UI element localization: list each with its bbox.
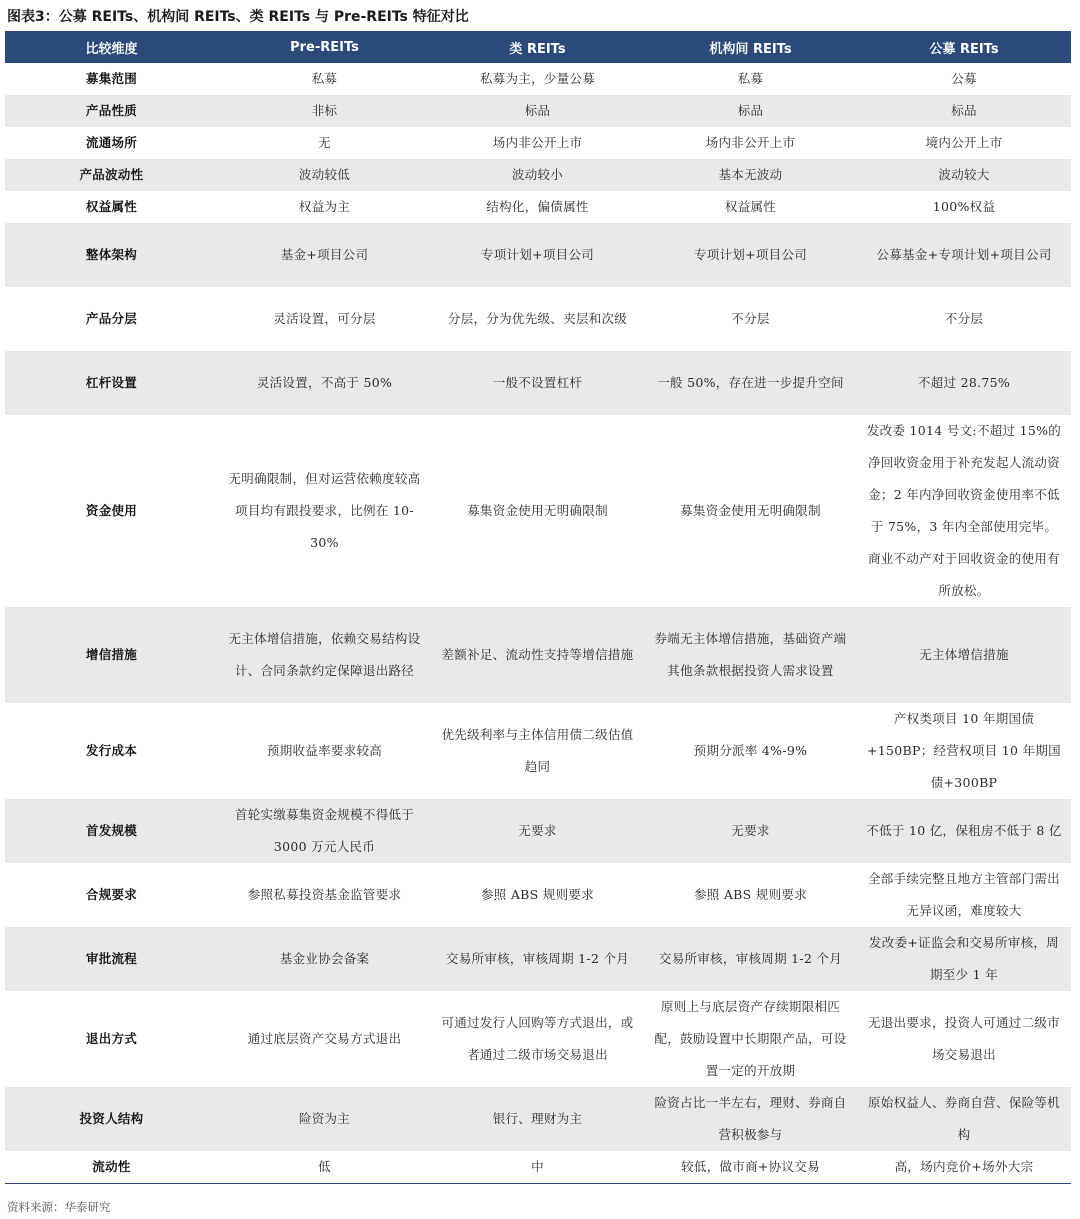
table-cell: 私募为主，少量公募	[479, 71, 596, 86]
table-row	[5, 415, 1071, 607]
row-header-cell: 投资人结构	[5, 1087, 218, 1151]
table-cell: 私募	[311, 71, 338, 86]
source-note: 资料来源：华泰研究	[7, 1200, 111, 1214]
table-cell: 波动较小	[431, 159, 644, 191]
table-row	[5, 223, 1071, 287]
table-cell: 可通过发行人回购等方式退出，或者通过二级市场交易退出	[441, 1015, 634, 1062]
table-cell: 募集资金使用无明确限制	[467, 503, 608, 518]
table-cell: 标品	[431, 95, 644, 127]
table-cell: 境内公开上市	[925, 135, 1003, 150]
table-cell: 首轮实缴募集资金规模不得低于 3000 万元人民币	[218, 799, 431, 863]
table-row	[5, 127, 1071, 159]
table-cell: 非标	[218, 95, 431, 127]
table-cell: 较低，做市商+协议交易	[644, 1151, 857, 1184]
table-cell: 一般不设置杠杆	[431, 351, 644, 415]
table-cell: 无明确限制，但对运营依赖度较高项目均有跟投要求，比例在 10-30%	[228, 471, 421, 550]
table-cell: 基本无波动	[644, 159, 857, 191]
table-cell: 差额补足、流动性支持等增信措施	[431, 607, 644, 703]
table-cell: 银行、理财为主	[431, 1087, 644, 1151]
table-cell: 标品	[644, 95, 857, 127]
table-cell: 私募	[737, 71, 764, 86]
header-cell: Pre-REITs	[218, 31, 431, 63]
table-cell: 无主体增信措施	[857, 607, 1071, 703]
row-header-cell: 募集范围	[85, 71, 138, 86]
table-cell: 100%权益	[932, 199, 996, 214]
table-cell: 结构化，偏债属性	[486, 199, 589, 214]
header-cell: 公募 REITs	[857, 31, 1071, 63]
table-cell: 无要求	[431, 799, 644, 863]
header-cell: 类 REITs	[431, 31, 644, 63]
table-row	[5, 927, 1071, 991]
table-cell: 专项计划+项目公司	[644, 223, 857, 287]
row-header-cell: 产品波动性	[5, 159, 218, 191]
table-cell: 产权类项目 10 年期国债+150BP；经营权项目 10 年期国债+300BP	[867, 711, 1061, 790]
table-row	[5, 95, 1071, 127]
table-body	[5, 63, 1071, 1184]
row-header-cell: 权益属性	[85, 199, 138, 214]
table-cell: 专项计划+项目公司	[431, 223, 644, 287]
table-cell: 通过底层资产交易方式退出	[247, 1031, 402, 1046]
table-row	[5, 63, 1071, 95]
row-header-cell: 审批流程	[5, 927, 218, 991]
table-cell: 不低于 10 亿，保租房不低于 8 亿	[857, 799, 1071, 863]
table-cell: 低	[218, 1151, 431, 1184]
table-cell: 券端无主体增信措施，基础资产端其他条款根据投资人需求设置	[644, 607, 857, 703]
table-cell: 基金+项目公司	[218, 223, 431, 287]
table-row	[5, 191, 1071, 223]
table-row	[5, 1087, 1071, 1151]
header-cell: 比较维度	[5, 31, 218, 63]
table-cell: 险资占比一半左右，理财、券商自营积极参与	[644, 1087, 857, 1151]
row-header-cell: 首发规模	[5, 799, 218, 863]
table-cell: 灵活设置，不高于 50%	[218, 351, 431, 415]
table-cell: 发改委+证监会和交易所审核，周期至少 1 年	[857, 927, 1071, 991]
table-cell: 不超过 28.75%	[857, 351, 1071, 415]
header-cell: 机构间 REITs	[644, 31, 857, 63]
table-cell: 交易所审核，审核周期 1-2 个月	[644, 927, 857, 991]
table-cell: 中	[431, 1151, 644, 1184]
table-row	[5, 703, 1071, 799]
row-header-cell: 增信措施	[5, 607, 218, 703]
table-cell: 参照 ABS 规则要求	[480, 887, 595, 902]
table-cell: 无	[318, 135, 331, 150]
table-cell: 灵活设置，可分层	[273, 311, 376, 326]
row-header-cell: 产品性质	[5, 95, 218, 127]
table-cell: 参照 ABS 规则要求	[693, 887, 808, 902]
table-row	[5, 1151, 1071, 1184]
figure-title: 图表3：公募 REITs、机构间 REITs、类 REITs 与 Pre-REITs 特征对比	[7, 9, 469, 25]
table-cell: 场内非公开上市	[705, 135, 796, 150]
table-cell: 权益属性	[724, 199, 777, 214]
row-header-cell: 流动性	[5, 1151, 218, 1184]
table-cell: 参照私募投资基金监管要求	[247, 887, 402, 902]
table-cell: 预期收益率要求较高	[266, 743, 383, 758]
table-cell: 标品	[857, 95, 1071, 127]
table-cell: 原则上与底层资产存续期限相匹配，鼓励设置中长期限产品，可设置一定的开放期	[654, 999, 847, 1078]
table-cell: 无要求	[644, 799, 857, 863]
row-header-cell: 发行成本	[85, 743, 138, 758]
table-cell: 公募基金+专项计划+项目公司	[857, 223, 1071, 287]
table-row	[5, 799, 1071, 863]
table-cell: 高，场内竞价+场外大宗	[857, 1151, 1071, 1184]
row-header-cell: 合规要求	[85, 887, 138, 902]
table-cell: 无退出要求，投资人可通过二级市场交易退出	[867, 1015, 1060, 1062]
row-header-cell: 整体架构	[5, 223, 218, 287]
row-header-cell: 杠杆设置	[5, 351, 218, 415]
table-cell: 无主体增信措施，依赖交易结构设计、合同条款约定保障退出路径	[218, 607, 431, 703]
table-cell: 波动较低	[218, 159, 431, 191]
table-cell: 权益为主	[298, 199, 351, 214]
table-cell: 一般 50%，存在进一步提升空间	[644, 351, 857, 415]
table-cell: 场内非公开上市	[492, 135, 583, 150]
table-cell: 不分层	[731, 311, 770, 326]
row-header-cell: 资金使用	[85, 503, 138, 518]
table-cell: 分层，分为优先级、夹层和次级	[447, 311, 628, 326]
table-cell: 交易所审核，审核周期 1-2 个月	[431, 927, 644, 991]
table-cell: 募集资金使用无明确限制	[680, 503, 821, 518]
table-row	[5, 607, 1071, 703]
table-cell: 波动较大	[857, 159, 1071, 191]
table-cell: 原始权益人、券商自营、保险等机构	[857, 1087, 1071, 1151]
table-cell: 发改委 1014 号文:不超过 15%的净回收资金用于补充发起人流动资金；2 年内净回收资金使用率不低于 75%，3 年内全部使用完毕。商业不动产对于回收资金的使用有所放松。	[866, 423, 1062, 598]
header-row	[5, 31, 1071, 63]
table-row	[5, 159, 1071, 191]
comparison-table	[5, 31, 1071, 1184]
table-cell: 不分层	[944, 311, 984, 326]
table-cell: 全部手续完整且地方主管部门需出无异议函，难度较大	[867, 871, 1060, 918]
table-cell: 险资为主	[218, 1087, 431, 1151]
row-header-cell: 产品分层	[85, 311, 138, 326]
table-row	[5, 287, 1071, 351]
table-row	[5, 863, 1071, 927]
table-cell: 优先级利率与主体信用债二级估值趋同	[441, 727, 634, 774]
table-row	[5, 991, 1071, 1087]
table-cell: 公募	[951, 71, 977, 86]
table-row	[5, 351, 1071, 415]
table-cell: 预期分派率 4%-9%	[693, 743, 808, 758]
table-cell: 基金业协会备案	[218, 927, 431, 991]
row-header-cell: 流通场所	[85, 135, 138, 150]
row-header-cell: 退出方式	[85, 1031, 138, 1046]
